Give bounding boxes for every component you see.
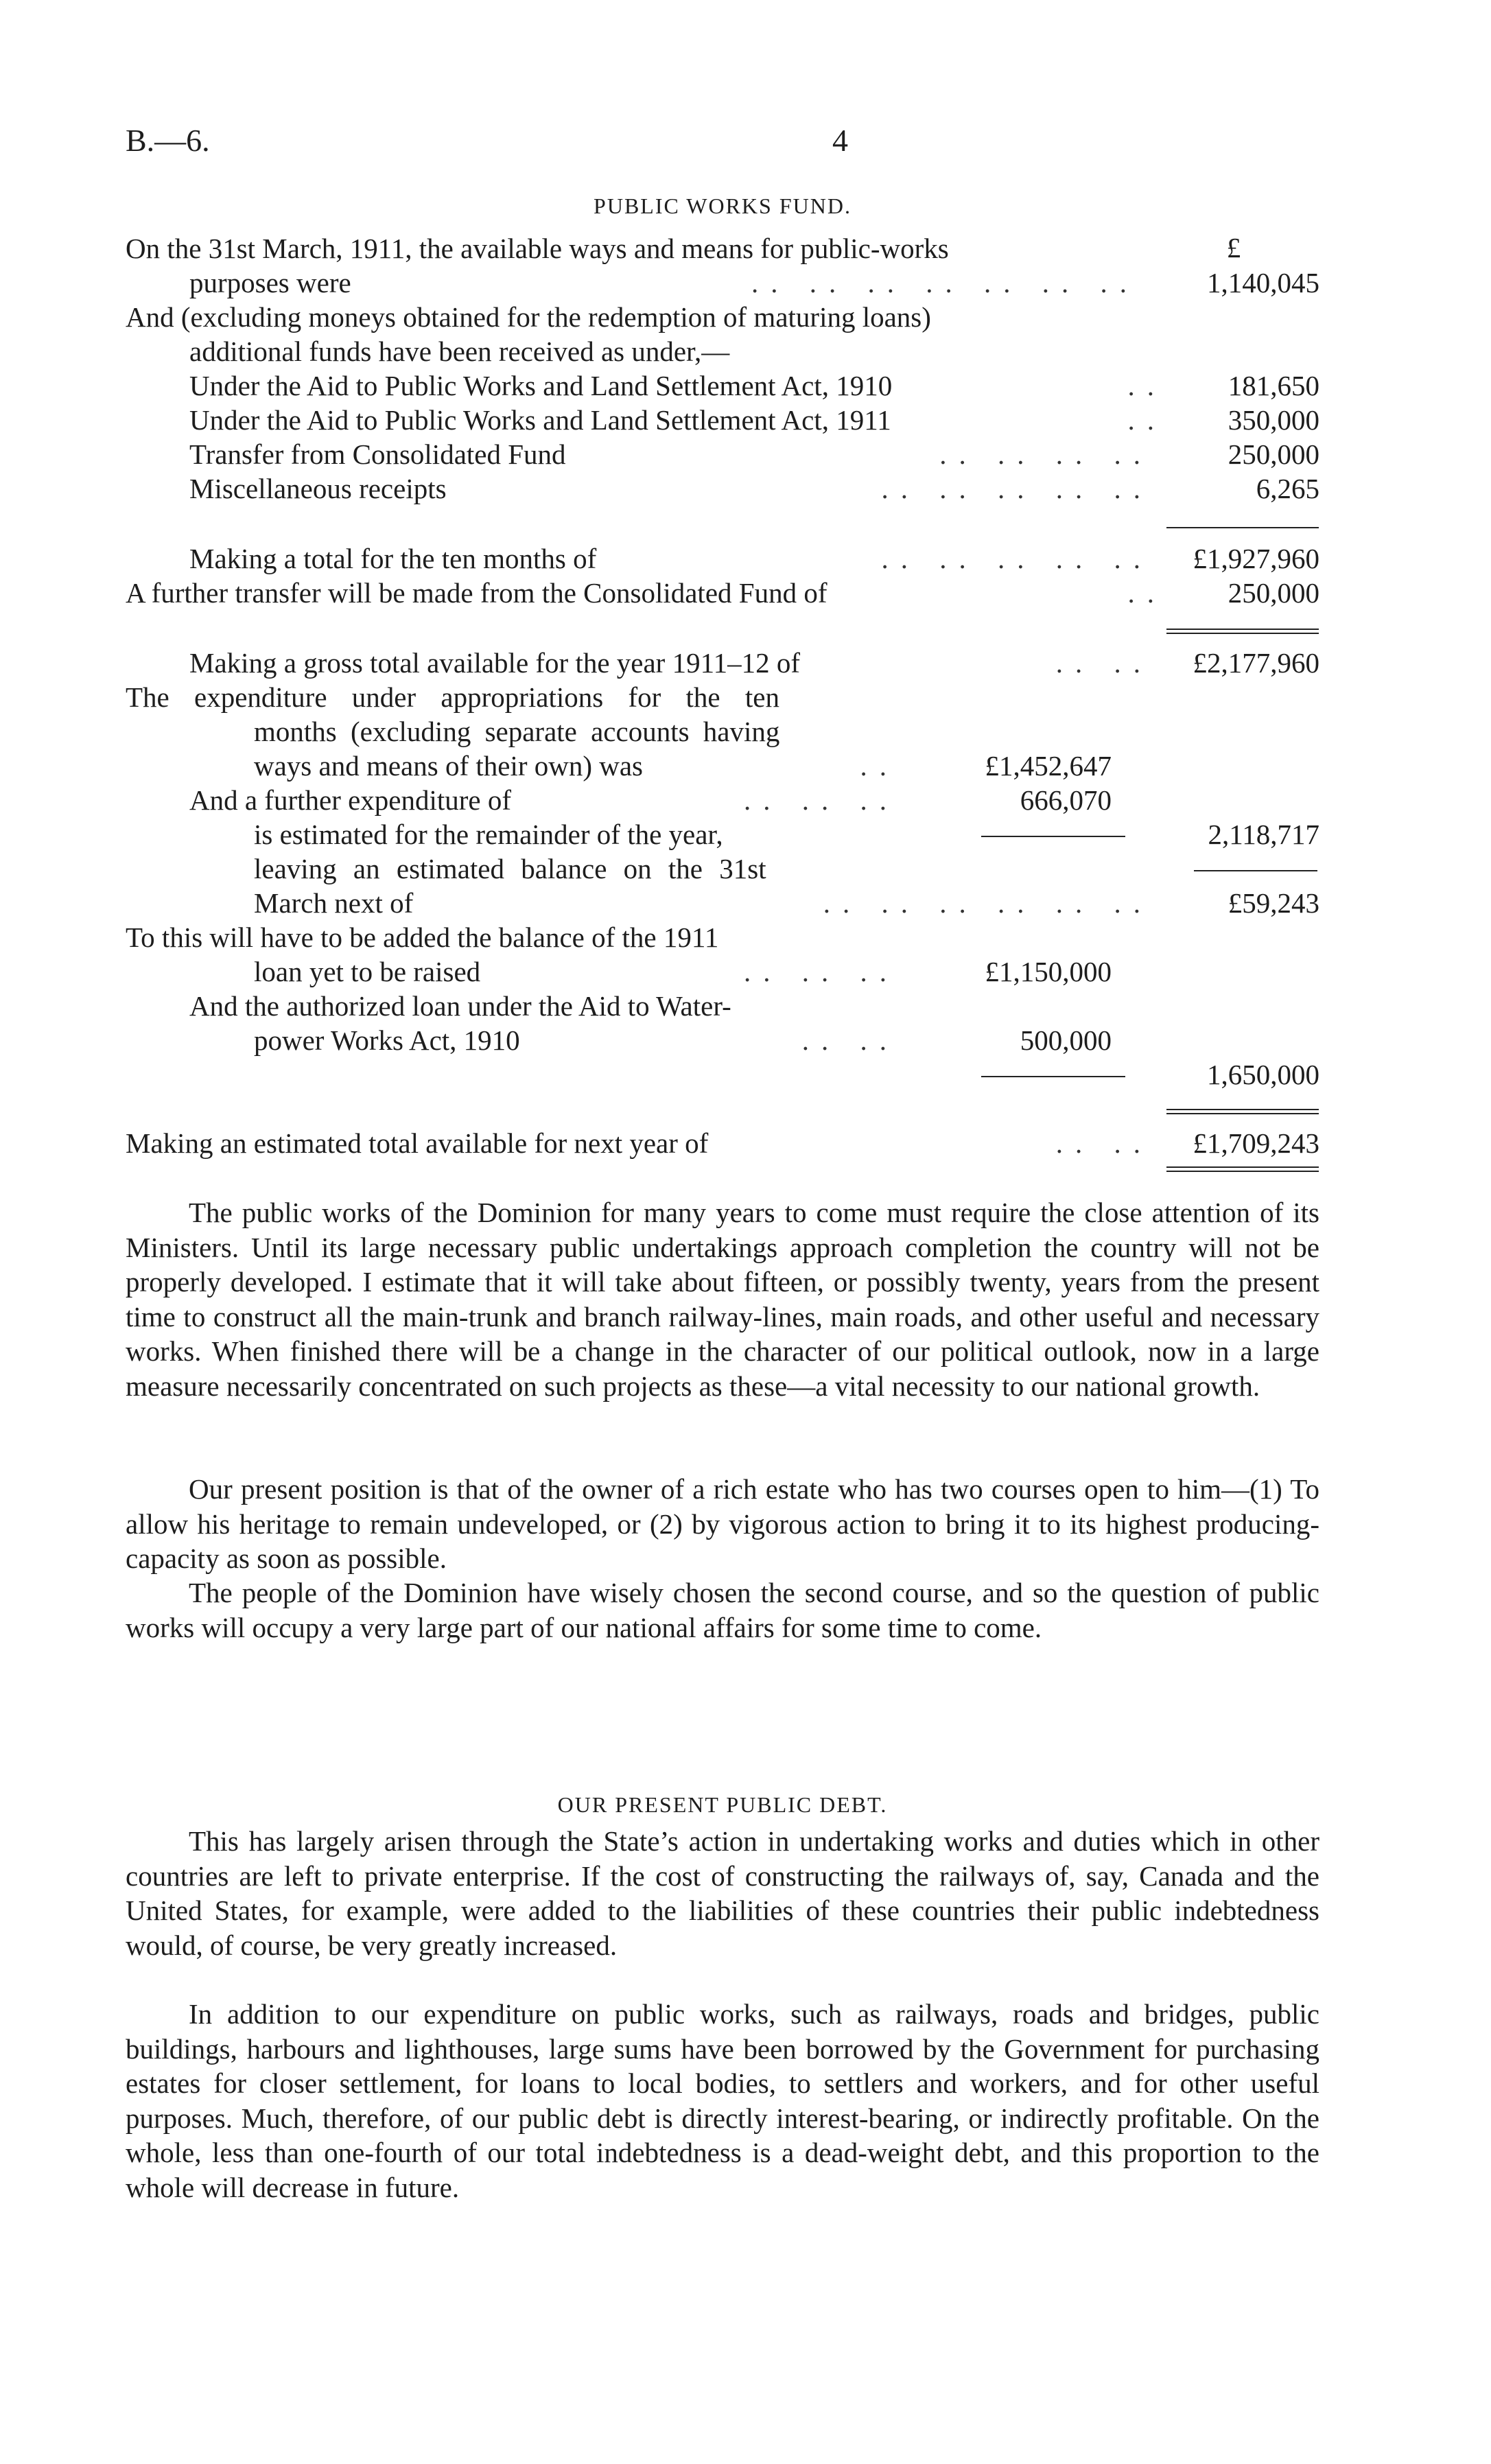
- statement-line: Making an estimated total available for next year of: [126, 1127, 709, 1159]
- amount: 181,650: [1228, 370, 1319, 401]
- dot-leader: .. ..: [801, 1024, 899, 1056]
- amount: 250,000: [1228, 577, 1319, 609]
- statement-line: Under the Aid to Public Works and Land Settlement Act, 1911: [189, 404, 891, 436]
- statement-line: leaving an estimated balance on the 31st: [254, 853, 766, 884]
- sum-rule: [1166, 633, 1319, 634]
- dot-leader: ..: [1127, 577, 1166, 609]
- statement-line: Making a gross total available for the year 1911–12 of: [189, 647, 800, 679]
- page-header: [126, 122, 1319, 170]
- amount: 6,265: [1256, 473, 1319, 504]
- amount: 350,000: [1228, 404, 1319, 436]
- body-paragraph: The public works of the Dominion for many years to come must require the close attention of its Ministers. Until its large necessary public undertakings approach completion the country will not be properly developed. I estimate that it will take about fifteen, or possibly twenty, years from the present time to construct all the main-trunk and branch railway-lines, main roads, and other useful and necessary works. When finished there will be a change in the character of our political outlook, now in a large measure necessarily concentrated on such projects as these—a vital necessity to our national growth.: [126, 1197, 1319, 1402]
- amount: £1,927,960: [1193, 543, 1319, 574]
- sum-rule: [1166, 1171, 1319, 1172]
- dot-leader: .. .. ..: [744, 956, 899, 987]
- statement-line: On the 31st March, 1911, the available ways and means for public-works: [126, 233, 949, 264]
- sum-rule: [1166, 1113, 1319, 1114]
- body-paragraph: The people of the Dominion have wisely chosen the second course, and so the question of public works will occupy a very large part of our national affairs for some time to come.: [126, 1577, 1319, 1643]
- statement-line: The expenditure under appropriations for the ten: [126, 681, 779, 713]
- statement-line: is estimated for the remainder of the year,: [254, 819, 723, 850]
- statement-line: additional funds have been received as under,—: [189, 336, 730, 367]
- dot-leader: .. .. .. .. ..: [881, 543, 1153, 574]
- sum-rule: [1166, 527, 1319, 528]
- statement-line: Miscellaneous receipts: [189, 473, 447, 504]
- statement-line: And (excluding moneys obtained for the redemption of maturing loans): [126, 301, 931, 333]
- statement-line: A further transfer will be made from the Consolidated Fund of: [126, 577, 827, 609]
- section-title-public-works-fund: PUBLIC WORKS FUND.: [594, 193, 852, 218]
- amount: £2,177,960: [1193, 647, 1319, 679]
- body-paragraph: In addition to our expenditure on public works, such as railways, roads and bridges, public buildings, harbours and lighthouses, large sums have been borrowed by the Government for purchasing estates for closer settlement, for loans to local bodies, to settlers and workers, and for other useful purposes. Much, therefore, of our public debt is directly interest-bearing, or indirectly profitable. On the whole, less than one-fourth of our total indebtedness is a dead-weight debt, and this proportion to the whole will decrease in future.: [126, 1998, 1319, 2203]
- statement-line: March next of: [254, 887, 414, 919]
- statement-line: And a further expenditure of: [189, 784, 512, 816]
- dot-leader: ..: [1127, 370, 1166, 401]
- body-paragraph: Our present position is that of the owner of a rich estate who has two courses open to him—(1) To allow his heritage to remain undeveloped, or (2) by vigorous action to bring it to its highest producing-capacity as soon as possible.: [126, 1473, 1319, 1574]
- dot-leader: .. .. .. .. ..: [881, 473, 1153, 504]
- section-title-public-debt: OUR PRESENT PUBLIC DEBT.: [557, 1792, 888, 1817]
- statement-line: Transfer from Consolidated Fund: [189, 438, 566, 470]
- page-number: 4: [832, 123, 848, 158]
- sum-rule: [1166, 1166, 1319, 1168]
- statement-line: months (excluding separate accounts having: [254, 716, 780, 747]
- dot-leader: .. .. .. .. .. .. ..: [751, 267, 1139, 298]
- dot-leader: ..: [860, 750, 899, 782]
- dot-leader: .. .. .. .. .. ..: [823, 887, 1153, 919]
- amount: 1,650,000: [1207, 1059, 1319, 1090]
- amount: £59,243: [1228, 887, 1319, 919]
- statement-line: And the authorized loan under the Aid to Water-: [189, 990, 731, 1022]
- dot-leader: .. .. ..: [744, 784, 899, 816]
- dot-leader: .. .. .. ..: [939, 438, 1153, 470]
- statement-line: loan yet to be raised: [254, 956, 481, 987]
- statement-line: To this will have to be added the balance of the 1911: [126, 922, 719, 953]
- currency-symbol: £: [1226, 232, 1241, 263]
- amount: 666,070: [1020, 784, 1112, 816]
- amount: £1,150,000: [985, 956, 1112, 987]
- dot-leader: .. ..: [1055, 1127, 1153, 1159]
- sum-rule: [1166, 629, 1319, 630]
- amount: 500,000: [1020, 1024, 1112, 1056]
- body-paragraph: This has largely arisen through the State’s action in undertaking works and duties which in other countries are left to private enterprise. If the cost of constructing the railways of, say, Canada and the United States, for example, were added to the liabilities of these countries their public indebtedness would, of course, be very greatly increased.: [126, 1825, 1319, 1961]
- statement-line: power Works Act, 1910: [254, 1024, 520, 1056]
- amount: 2,118,717: [1208, 819, 1319, 850]
- statement-line: Under the Aid to Public Works and Land Settlement Act, 1910: [189, 370, 893, 401]
- amount: £1,452,647: [985, 750, 1112, 782]
- sum-rule: [1166, 1109, 1319, 1110]
- dot-leader: ..: [1127, 404, 1166, 436]
- dot-leader: .. ..: [1055, 647, 1153, 679]
- document-code: B.—6.: [126, 123, 210, 158]
- statement-line: purposes were: [189, 267, 351, 298]
- sum-rule: [1194, 870, 1317, 871]
- amount: 250,000: [1228, 438, 1319, 470]
- amount: £1,709,243: [1193, 1127, 1319, 1159]
- amount: 1,140,045: [1207, 267, 1319, 298]
- statement-line: Making a total for the ten months of: [189, 543, 597, 574]
- statement-line: ways and means of their own) was: [254, 750, 644, 782]
